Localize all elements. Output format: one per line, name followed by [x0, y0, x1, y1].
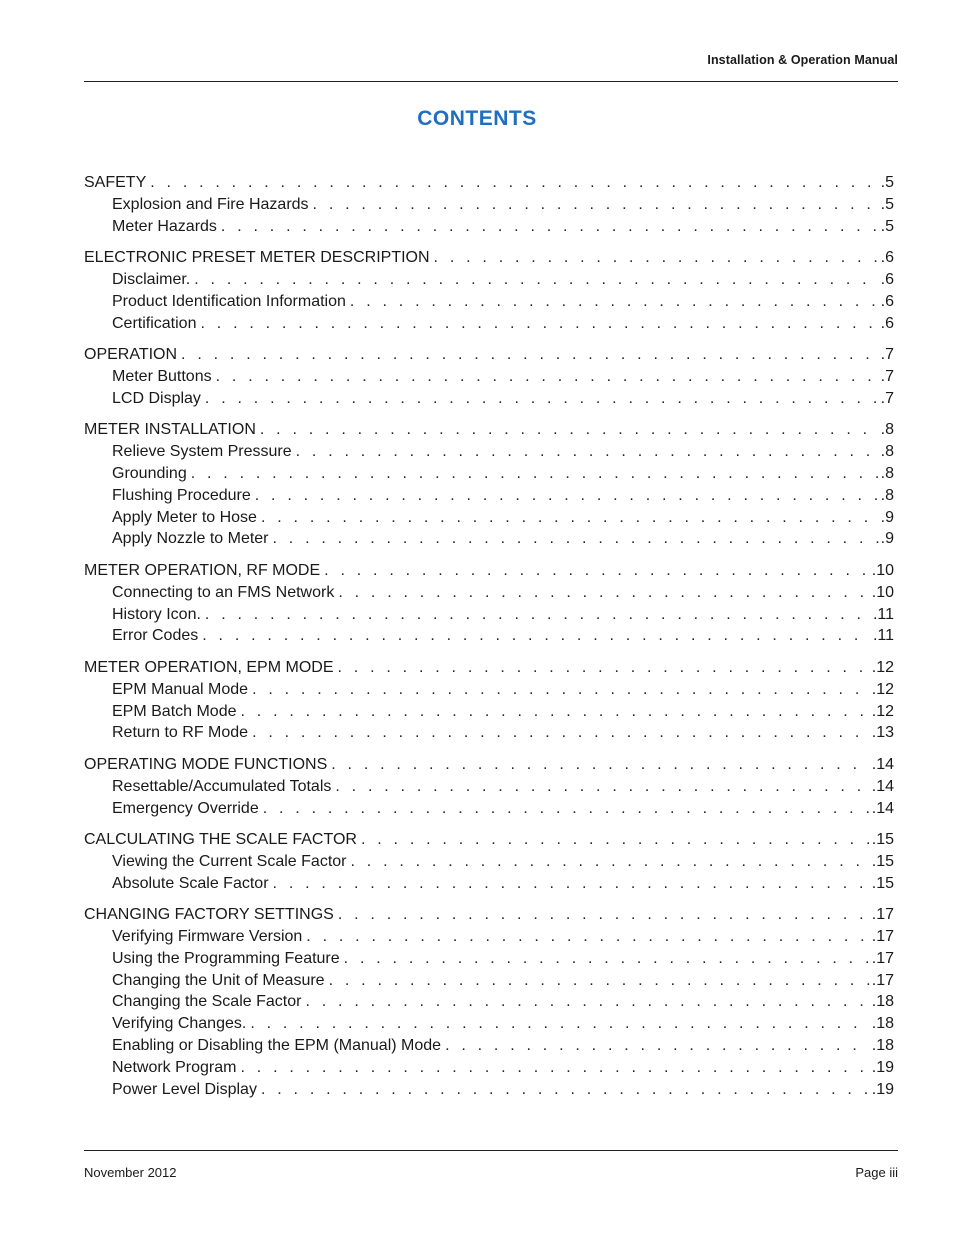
- toc-subsection-entry-page: .5: [880, 195, 894, 213]
- toc-section: [84, 419, 894, 550]
- toc-section-entry-title: ELECTRONIC PRESET METER DESCRIPTION: [84, 249, 430, 267]
- toc-subsection-entry-title: Absolute Scale Factor: [112, 874, 269, 892]
- toc-subsection-entry[interactable]: [84, 722, 894, 744]
- dot-leader: [445, 1035, 870, 1057]
- dot-leader: [350, 291, 879, 313]
- toc-subsection-entry-title: Meter Hazards: [112, 217, 217, 235]
- toc-subsection-entry-title: Explosion and Fire Hazards: [112, 195, 309, 213]
- toc-section-entry-page: .12: [871, 658, 894, 676]
- toc-section-entry[interactable]: [84, 829, 894, 851]
- footer-date: November 2012: [84, 1165, 177, 1180]
- dot-leader: [205, 388, 879, 410]
- toc-subsection-entry-title: Apply Nozzle to Meter: [112, 530, 269, 548]
- toc-subsection-entry[interactable]: [84, 1079, 894, 1101]
- dot-leader: [260, 419, 879, 441]
- toc-section-entry-title: CALCULATING THE SCALE FACTOR: [84, 830, 357, 848]
- toc-section: [84, 657, 894, 744]
- dot-leader: [255, 485, 879, 507]
- toc-section-entry-title: SAFETY: [84, 174, 147, 191]
- toc-subsection-entry[interactable]: [84, 528, 894, 550]
- toc-subsection-entry-title: Apply Meter to Hose: [112, 508, 257, 526]
- header-rule: [84, 81, 898, 82]
- toc-section-entry-title: CHANGING FACTORY SETTINGS: [84, 906, 334, 924]
- toc-subsection-entry-title: Relieve System Pressure: [112, 443, 292, 461]
- dot-leader: [150, 172, 878, 194]
- dot-leader: [261, 1079, 870, 1101]
- toc-subsection-entry-title: Changing the Unit of Measure: [112, 971, 325, 989]
- toc-subsection-entry[interactable]: [84, 194, 894, 216]
- dot-leader: [221, 216, 879, 238]
- toc-subsection-entry-title: History Icon.: [112, 605, 201, 623]
- toc-subsection-entry-page: .14: [871, 799, 894, 817]
- toc-subsection-entry[interactable]: [84, 851, 894, 873]
- dot-leader: [338, 582, 869, 604]
- toc-subsection-entry-page: .7: [880, 389, 894, 407]
- toc-section-entry[interactable]: [84, 419, 894, 441]
- toc-section-entry-page: .14: [871, 755, 894, 773]
- toc-subsection-entry-title: Changing the Scale Factor: [112, 993, 302, 1011]
- toc-subsection-entry[interactable]: [84, 970, 894, 992]
- toc-subsection-entry[interactable]: [84, 1035, 894, 1057]
- toc-subsection-entry[interactable]: [84, 1013, 894, 1035]
- dot-leader: [324, 560, 870, 582]
- dot-leader: [263, 798, 870, 820]
- toc-subsection-entry-title: Connecting to an FMS Network: [112, 583, 335, 601]
- toc-subsection-entry-title: Power Level Display: [112, 1080, 257, 1098]
- toc-subsection-entry-title: Emergency Override: [112, 799, 259, 817]
- toc-section-entry[interactable]: [84, 560, 894, 582]
- dot-leader: [240, 1057, 869, 1079]
- toc-subsection-entry-title: EPM Manual Mode: [112, 680, 249, 698]
- dot-leader: [194, 269, 878, 291]
- dot-leader: [331, 754, 869, 776]
- toc-subsection-entry-title: Enabling or Disabling the EPM (Manual) Mode: [112, 1037, 442, 1055]
- toc-subsection-entry[interactable]: [84, 388, 894, 410]
- dot-leader: [306, 926, 869, 948]
- dot-leader: [261, 507, 879, 529]
- toc-subsection-entry[interactable]: [84, 366, 894, 388]
- dot-leader: [305, 991, 869, 1013]
- manual-title: Installation & Operation Manual: [707, 53, 898, 67]
- toc-subsection-entry[interactable]: [84, 313, 894, 335]
- toc-section-entry[interactable]: [84, 904, 894, 926]
- toc-subsection-entry-page: .6: [880, 270, 894, 288]
- dot-leader: [200, 313, 878, 335]
- toc-section: [84, 754, 894, 820]
- toc-subsection-entry[interactable]: [84, 485, 894, 507]
- toc-section: [84, 344, 894, 410]
- toc-subsection-entry-page: .12: [871, 680, 894, 698]
- toc-subsection-entry[interactable]: [84, 798, 894, 820]
- toc-subsection-entry-page: .17: [871, 949, 894, 967]
- toc-subsection-entry-page: .6: [880, 292, 894, 310]
- dot-leader: [344, 948, 870, 970]
- toc-subsection-entry-page: .6: [880, 314, 894, 332]
- toc-subsection-entry[interactable]: [84, 1057, 894, 1079]
- dot-leader: [216, 366, 879, 388]
- dot-leader: [338, 904, 870, 926]
- toc-subsection-entry[interactable]: [84, 776, 894, 798]
- toc-subsection-entry-page: .8: [880, 443, 894, 461]
- dot-leader: [202, 625, 871, 647]
- toc-subsection-entry[interactable]: [84, 463, 894, 485]
- toc-section: [84, 247, 894, 334]
- toc-subsection-entry-title: Verifying Firmware Version: [112, 927, 303, 945]
- toc-subsection-entry[interactable]: [84, 582, 894, 604]
- dot-leader: [181, 344, 879, 366]
- dot-leader: [191, 463, 879, 485]
- toc-subsection-entry-page: .19: [871, 1058, 894, 1076]
- toc-subsection-entry-page: .17: [871, 927, 894, 945]
- toc-subsection-entry-page: .13: [871, 724, 894, 742]
- toc-section-entry[interactable]: [84, 344, 894, 366]
- page-title: CONTENTS: [417, 107, 537, 130]
- dot-leader: [205, 604, 871, 626]
- footer-rule: [84, 1150, 898, 1151]
- toc-section-entry[interactable]: [84, 657, 894, 679]
- toc-subsection-entry-page: .10: [871, 583, 894, 601]
- toc-subsection-entry-page: .7: [880, 367, 894, 385]
- toc-subsection-entry-page: .18: [871, 993, 894, 1011]
- toc-subsection-entry[interactable]: [84, 216, 894, 238]
- dot-leader: [250, 1013, 869, 1035]
- table-of-contents: [84, 172, 894, 1110]
- toc-subsection-entry-page: .8: [880, 486, 894, 504]
- dot-leader: [350, 851, 869, 873]
- dot-leader: [273, 528, 879, 550]
- toc-section-entry-title: METER INSTALLATION: [84, 421, 256, 439]
- toc-subsection-entry-page: .9: [880, 508, 894, 526]
- toc-subsection-entry-page: .15: [871, 874, 894, 892]
- toc-subsection-entry-title: LCD Display: [112, 389, 201, 407]
- toc-subsection-entry[interactable]: [84, 625, 894, 647]
- toc-subsection-entry[interactable]: [84, 269, 894, 291]
- toc-subsection-entry-page: .11: [872, 627, 894, 645]
- toc-section-entry-title: METER OPERATION, EPM MODE: [84, 658, 334, 676]
- toc-subsection-entry-page: .17: [871, 971, 894, 989]
- toc-subsection-entry-title: Product Identification Information: [112, 292, 346, 310]
- toc-section: [84, 172, 894, 238]
- toc-section: [84, 904, 894, 1101]
- dot-leader: [252, 679, 870, 701]
- toc-subsection-entry-page: .12: [871, 702, 894, 720]
- toc-section-entry[interactable]: [84, 172, 894, 194]
- toc-subsection-entry-title: Grounding: [112, 464, 187, 482]
- toc-section-entry-page: .8: [880, 421, 894, 439]
- toc-subsection-entry-page: .15: [871, 852, 894, 870]
- dot-leader: [329, 970, 870, 992]
- toc-subsection-entry-page: .5: [880, 217, 894, 235]
- dot-leader: [241, 701, 870, 723]
- toc-section-entry-page: .10: [871, 561, 894, 579]
- toc-subsection-entry[interactable]: [84, 679, 894, 701]
- toc-subsection-entry-title: Disclaimer.: [112, 270, 191, 288]
- toc-subsection-entry-page: .19: [871, 1080, 894, 1098]
- dot-leader: [296, 441, 879, 463]
- toc-subsection-entry-title: Viewing the Current Scale Factor: [112, 852, 347, 870]
- toc-subsection-entry[interactable]: [84, 926, 894, 948]
- dot-leader: [252, 722, 870, 744]
- toc-section-entry[interactable]: [84, 754, 894, 776]
- toc-section-entry-page: .17: [871, 906, 894, 924]
- toc-subsection-entry[interactable]: [84, 873, 894, 895]
- dot-leader: [273, 873, 870, 895]
- toc-subsection-entry-title: Using the Programming Feature: [112, 949, 340, 967]
- toc-subsection-entry-title: Verifying Changes.: [112, 1015, 247, 1033]
- dot-leader: [434, 247, 879, 269]
- dot-leader: [335, 776, 869, 798]
- toc-subsection-entry-title: Resettable/Accumulated Totals: [112, 777, 332, 795]
- toc-subsection-entry[interactable]: [84, 948, 894, 970]
- toc-subsection-entry[interactable]: [84, 441, 894, 463]
- toc-subsection-entry-title: EPM Batch Mode: [112, 702, 237, 720]
- toc-section-entry-title: METER OPERATION, RF MODE: [84, 561, 321, 579]
- toc-subsection-entry[interactable]: [84, 291, 894, 313]
- toc-subsection-entry-title: Certification: [112, 314, 197, 332]
- dot-leader: [313, 194, 879, 216]
- toc-section-entry-page: .5: [880, 174, 894, 191]
- dot-leader: [338, 657, 870, 679]
- footer-page-number: Page iii: [855, 1165, 898, 1180]
- toc-subsection-entry-title: Flushing Procedure: [112, 486, 251, 504]
- toc-section-entry-page: .15: [871, 830, 894, 848]
- toc-section-entry[interactable]: [84, 247, 894, 269]
- toc-section-entry-page: .6: [880, 249, 894, 267]
- toc-section: [84, 560, 894, 647]
- toc-subsection-entry-page: .9: [880, 530, 894, 548]
- toc-subsection-entry-page: .11: [872, 605, 894, 623]
- toc-subsection-entry[interactable]: [84, 701, 894, 723]
- toc-subsection-entry-title: Return to RF Mode: [112, 724, 249, 742]
- toc-subsection-entry-page: .14: [871, 777, 894, 795]
- toc-subsection-entry-title: Network Program: [112, 1058, 237, 1076]
- toc-section-entry-page: .7: [880, 346, 894, 364]
- toc-subsection-entry-page: .18: [871, 1037, 894, 1055]
- toc-subsection-entry-title: Error Codes: [112, 627, 199, 645]
- toc-section: [84, 829, 894, 895]
- toc-subsection-entry[interactable]: [84, 507, 894, 529]
- dot-leader: [361, 829, 870, 851]
- toc-subsection-entry[interactable]: [84, 991, 894, 1013]
- toc-section-entry-title: OPERATION: [84, 346, 178, 364]
- toc-section-entry-title: OPERATING MODE FUNCTIONS: [84, 755, 328, 773]
- toc-subsection-entry[interactable]: [84, 604, 894, 626]
- toc-subsection-entry-page: .8: [880, 464, 894, 482]
- toc-subsection-entry-page: .18: [871, 1015, 894, 1033]
- toc-subsection-entry-title: Meter Buttons: [112, 367, 212, 385]
